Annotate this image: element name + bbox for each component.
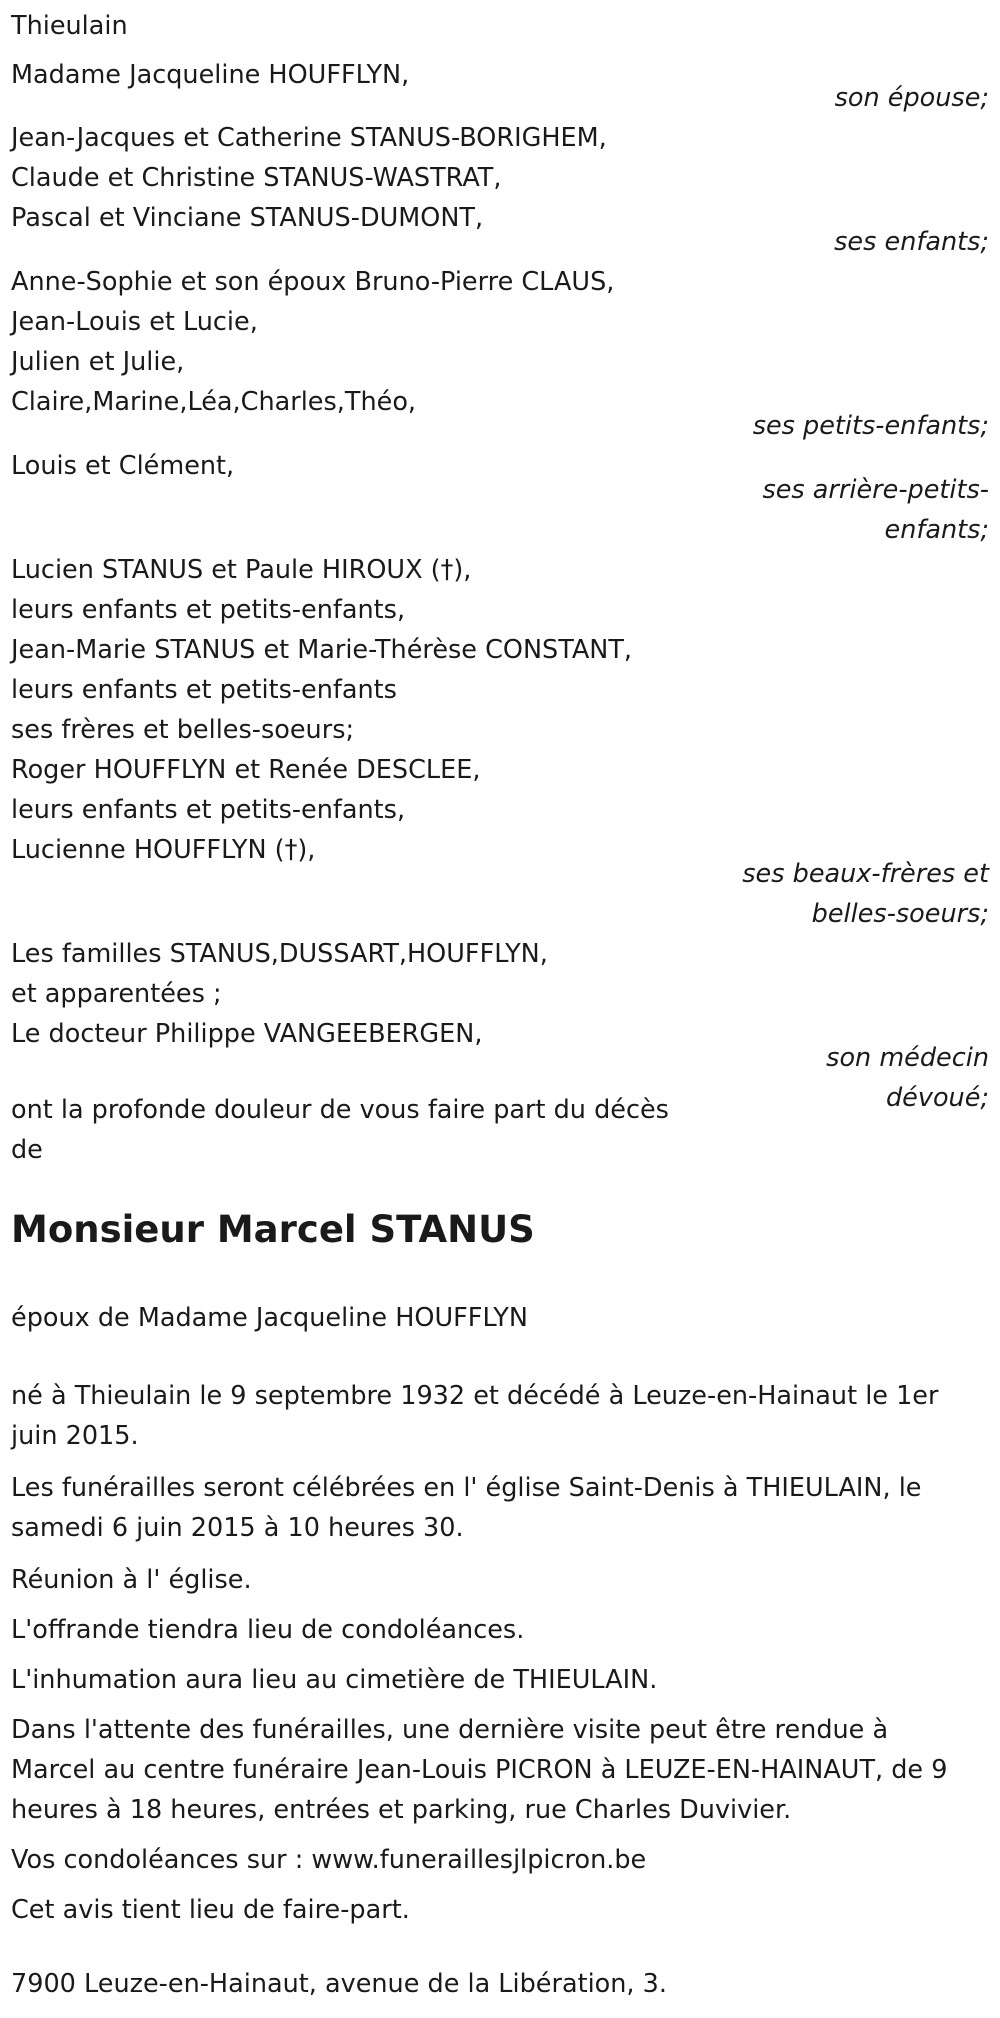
text-line: de xyxy=(11,1135,43,1165)
relation-label: son épouse; xyxy=(834,83,989,113)
text-line: ont la profonde douleur de vous faire part du décès xyxy=(11,1095,669,1125)
text-line: Jean-Jacques et Catherine STANUS-BORIGHEM, xyxy=(11,123,607,153)
text-line: Roger HOUFFLYN et Renée DESCLEE, xyxy=(11,755,481,785)
relation-label: ses beaux-frères et xyxy=(742,859,989,889)
relation-label: son médecin xyxy=(826,1043,989,1073)
text-line: Claire,Marine,Léa,Charles,Théo, xyxy=(11,387,417,417)
text-line: Claude et Christine STANUS-WASTRAT, xyxy=(11,163,502,193)
text-line: Madame Jacqueline HOUFFLYN, xyxy=(11,60,410,90)
text-line: Julien et Julie, xyxy=(11,347,185,377)
text-line: Cet avis tient lieu de faire-part. xyxy=(11,1895,410,1925)
relation-label: enfants; xyxy=(884,515,989,545)
text-line: 7900 Leuze-en-Hainaut, avenue de la Libération, 3. xyxy=(11,1969,667,1999)
text-line: leurs enfants et petits-enfants, xyxy=(11,595,406,625)
text-line: Vos condoléances sur : www.funeraillesjlpicron.be xyxy=(11,1845,647,1875)
text-line: leurs enfants et petits-enfants xyxy=(11,675,397,705)
text-line: Dans l'attente des funérailles, une dernière visite peut être rendue à xyxy=(11,1715,889,1745)
relation-label: ses petits-enfants; xyxy=(752,411,989,441)
text-line: Le docteur Philippe VANGEEBERGEN, xyxy=(11,1019,483,1049)
text-line: heures à 18 heures, entrées et parking, rue Charles Duvivier. xyxy=(11,1795,792,1825)
relation-label: belles-soeurs; xyxy=(811,899,989,929)
text-line: Jean-Louis et Lucie, xyxy=(11,307,258,337)
text-line: juin 2015. xyxy=(11,1421,139,1451)
text-line: Anne-Sophie et son époux Bruno-Pierre CLAUS, xyxy=(11,267,615,297)
text-line: leurs enfants et petits-enfants, xyxy=(11,795,406,825)
text-line: Les familles STANUS,DUSSART,HOUFFLYN, xyxy=(11,939,548,969)
relation-label: ses arrière-petits- xyxy=(762,475,989,505)
text-line: Pascal et Vinciane STANUS-DUMONT, xyxy=(11,203,484,233)
relation-label: ses enfants; xyxy=(834,227,989,257)
relation-label: dévoué; xyxy=(885,1083,989,1113)
text-line: époux de Madame Jacqueline HOUFFLYN xyxy=(11,1303,528,1333)
text-line: L'inhumation aura lieu au cimetière de THIEULAIN. xyxy=(11,1665,658,1695)
text-line: Jean-Marie STANUS et Marie-Thérèse CONSTANT, xyxy=(11,635,633,665)
deceased-name: Monsieur Marcel STANUS xyxy=(11,1208,535,1251)
text-line: et apparentées ; xyxy=(11,979,222,1009)
text-line: Louis et Clément, xyxy=(11,451,235,481)
text-line: Lucien STANUS et Paule HIROUX (†), xyxy=(11,555,472,585)
text-line: ses frères et belles-soeurs; xyxy=(11,715,355,745)
text-line: Réunion à l' église. xyxy=(11,1565,252,1595)
text-line: Les funérailles seront célébrées en l' église Saint-Denis à THIEULAIN, le xyxy=(11,1473,922,1503)
text-line: L'offrande tiendra lieu de condoléances. xyxy=(11,1615,525,1645)
text-line: Thieulain xyxy=(11,11,128,41)
text-line: Marcel au centre funéraire Jean-Louis PICRON à LEUZE-EN-HAINAUT, de 9 xyxy=(11,1755,948,1785)
text-line: samedi 6 juin 2015 à 10 heures 30. xyxy=(11,1513,464,1543)
text-line: Lucienne HOUFFLYN (†), xyxy=(11,835,316,865)
text-line: né à Thieulain le 9 septembre 1932 et décédé à Leuze-en-Hainaut le 1er xyxy=(11,1381,939,1411)
